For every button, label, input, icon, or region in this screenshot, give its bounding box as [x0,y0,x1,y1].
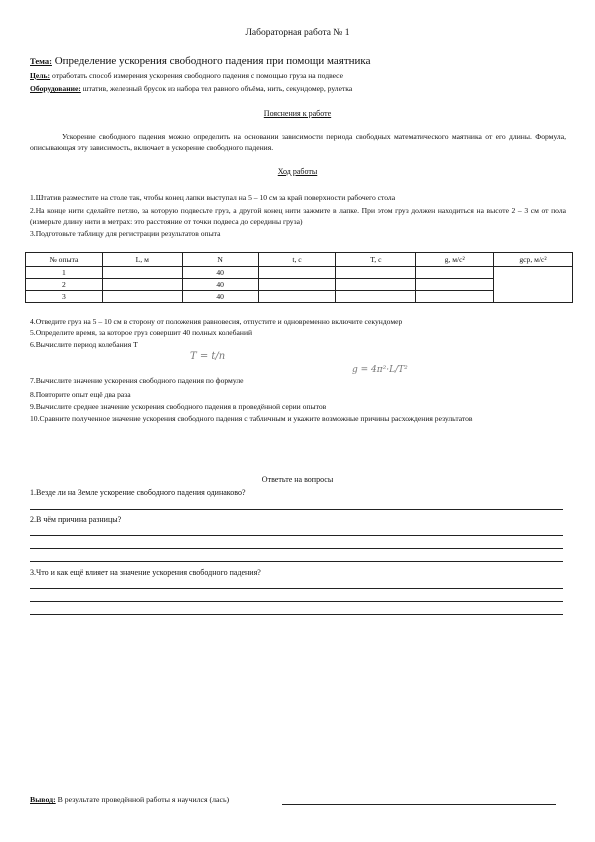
question-1: 1.Везде ли на Земле ускорение свободного падения одинаково? [30,488,246,497]
theme-line [30,55,575,67]
conclusion-line [30,795,229,804]
cell-time[interactable] [258,267,336,279]
procedure-heading: Ход работы [277,167,318,176]
cell-length[interactable] [102,291,182,303]
col-header-oscillations: N [182,253,258,267]
cell-g-avg[interactable] [494,267,573,303]
cell-period[interactable] [336,267,416,279]
gravity-formula: g = 4π²·L/T² [352,365,408,375]
results-table [25,252,573,303]
answer-line[interactable] [30,535,563,536]
answer-line[interactable] [30,548,563,549]
answer-line[interactable] [30,588,563,589]
cell-g[interactable] [416,279,494,291]
table-row [26,291,573,303]
table-row [26,267,573,279]
equipment-label: Оборудование: [30,84,81,93]
question-3: 3.Что и как ещё влияет на значение ускорения свободного падения? [30,568,261,577]
answer-line[interactable] [30,509,563,510]
answer-line[interactable] [30,561,563,562]
col-header-length: L, м [102,253,182,267]
explanation-heading: Пояснения к работе [263,109,332,118]
step-5: 5.Определите время, за которое груз совершит 40 полных колебаний [30,328,253,337]
col-header-g: g, м/с² [416,253,494,267]
questions-heading: Ответьте на вопросы [261,475,334,484]
step-2: 2.На конце нити сделайте петлю, за которую подвесьте груз, а другой конец нити зажмите в лапке. При этом груз должен находиться на высоте 2 – 3 см от пола (измерьте длину нити в метрах: это расстояние от точки подвеса до середины груза) [30,206,566,226]
col-header-time: t, c [258,253,336,267]
equipment-text: штатив, железный брусок из набора тел равного объёма, нить, секундомер, рулетка [80,84,353,93]
col-header-g-avg: gср, м/с² [494,253,573,267]
step-6: 6.Вычислите период колебания Т [30,340,138,349]
goal-text: отработать способ измерения ускорения свободного падения с помощью груза на подвесе [50,71,344,80]
goal-label: Цель: [30,71,51,80]
step-1: 1.Штатив разместите на столе так, чтобы конец лапки выступал на 5 – 10 см за край поверхности рабочего стола [30,193,396,202]
theme-text: Определение ускорения свободного падения при помощи маятника [51,55,371,67]
cell-oscillations: 40 [182,279,258,291]
step-8: 8.Повторите опыт ещё два раза [30,390,131,399]
col-header-period: T, c [336,253,416,267]
step-4: 4.Отведите груз на 5 – 10 см в сторону от положения равновесия, отпустите и одновременно включите секундомер [30,317,403,326]
theme-label: Тема: [30,56,52,66]
step-7: 7.Вычислите значение ускорения свободного падения по формуле [30,376,244,385]
cell-period[interactable] [336,279,416,291]
cell-experiment-num: 2 [26,279,103,291]
answer-line[interactable] [30,614,563,615]
conclusion-label: Вывод: [30,795,56,804]
question-2: 2.В чём причина разницы? [30,515,122,524]
step-3: 3.Подготовьте таблицу для регистрации результатов опыта [30,229,221,238]
cell-time[interactable] [258,291,336,303]
answer-line[interactable] [30,601,563,602]
col-header-experiment: № опыта [26,253,103,267]
table-header-row [26,253,573,267]
equipment-line [30,84,575,93]
cell-oscillations: 40 [182,267,258,279]
cell-oscillations: 40 [182,291,258,303]
cell-length[interactable] [102,267,182,279]
conclusion-answer-line[interactable] [282,804,556,805]
cell-experiment-num: 3 [26,291,103,303]
cell-period[interactable] [336,291,416,303]
cell-g[interactable] [416,291,494,303]
cell-time[interactable] [258,279,336,291]
page-title: Лабораторная работа № 1 [245,28,350,38]
goal-line [30,71,575,80]
step-10: 10.Сравните полученное значение ускорения свободного падения с табличным и укажите возможные причины расхождения результатов [30,414,473,423]
conclusion-text: В результате проведённой работы я научился (лась) [55,795,230,804]
cell-experiment-num: 1 [26,267,103,279]
explanation-text: Ускорение свободного падения можно определить на основании зависимости периода свободных математического маятника от его длины. Формула, описывающая эту зависимость, включает в ускорение свободного падения. [30,132,566,152]
cell-length[interactable] [102,279,182,291]
period-formula: T = t/n [190,351,226,362]
table-row [26,279,573,291]
cell-g[interactable] [416,267,494,279]
step-9: 9.Вычислите среднее значение ускорения свободного падения в проведённой серии опытов [30,402,327,411]
